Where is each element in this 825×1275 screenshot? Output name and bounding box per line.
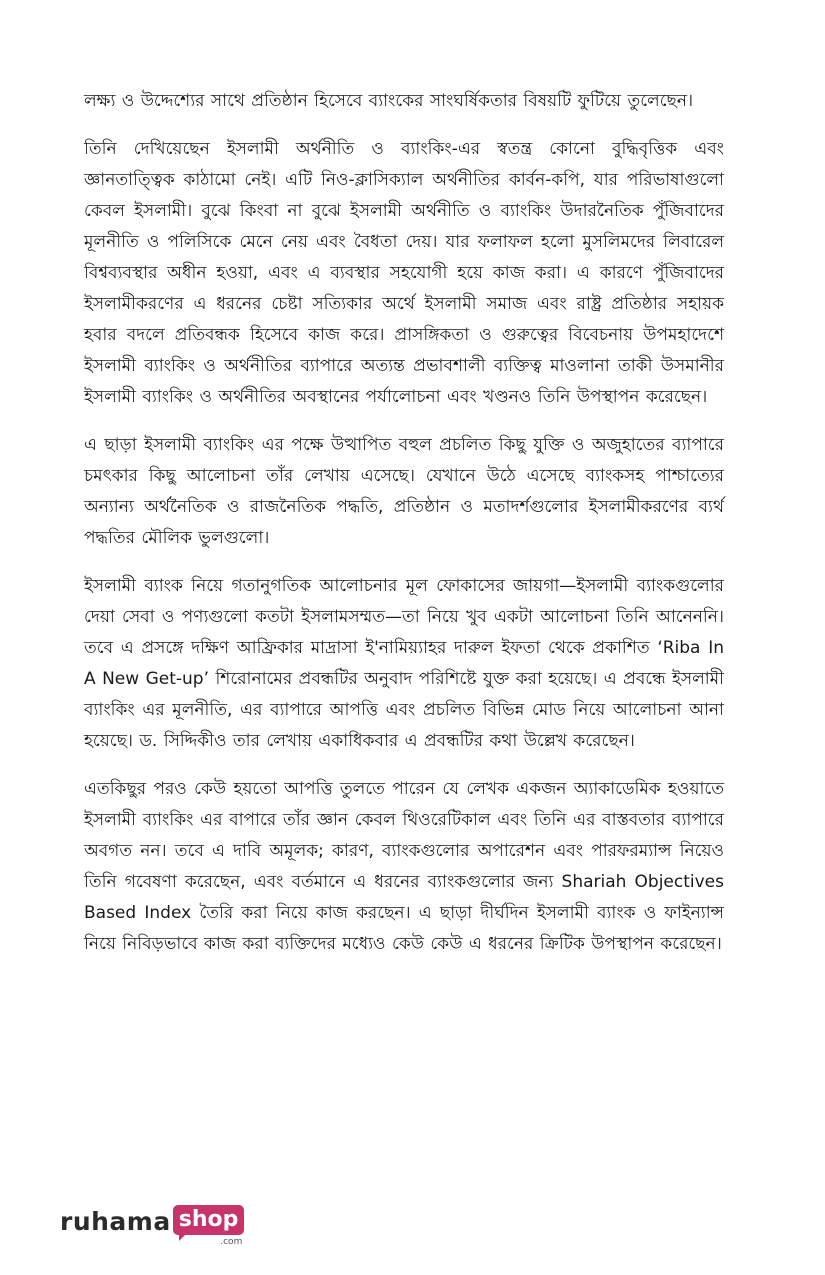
paragraph-1: লক্ষ্য ও উদ্দেশ্যের সাথে প্রতিষ্ঠান হিসেবে ব্যাংকের সাংঘর্ষিকতার বিষয়টি ফুটিয়ে তুলেছেন। [84, 91, 694, 111]
ruhamashop-logo [60, 1205, 244, 1245]
paragraph-5: এতকিছুর পরও কেউ হয়তো আপত্তি তুলতে পারেন যে লেখক একজন অ্যাকাডেমিক হওয়াতে ইসলামী ব্যাংকিং এর বাপারে তাঁর জ্ঞান কেবল থিওরেটিকাল এবং তিনি এর বাস্তবতার ব্যাপারে অবগত নন। তবে এ দাবি অমূলক; কারণ, ব্যাংকগুলোর অপারেশন এবং পারফরম্যান্স নিয়েও তিনি গবেষণা করেছেন, এবং বর্তমানে এ ধরনের ব্যাংকগুলোর জন্য Shariah Objectives Based Index তৈরি করা নিয়ে কাজ করছেন। এ ছাড়া দীর্ঘদিন ইসলামী ব্যাংক ও ফাইন্যান্স নিয়ে নিবিড়ভাবে কাজ করা ব্যক্তিদের মধ্যেও কেউ কেউ এ ধরনের ক্রিটিক উপস্থাপন করেছেন। [84, 779, 724, 954]
logo-com-text: .com [220, 1237, 243, 1247]
paragraph-3: এ ছাড়া ইসলামী ব্যাংকিং এর পক্ষে উত্থাপিত বহুল প্রচলিত কিছু যুক্তি ও অজুহাতের ব্যাপারে চমৎকার কিছু আলোচনা তাঁর লেখায় এসেছে। যেখানে উঠে এসেছে ব্যাংকসহ পাশ্চাত্যের অন্যান্য অর্থনৈতিক ও রাজনৈতিক পদ্ধতি, প্রতিষ্ঠান ও মতাদর্শগুলোর ইসলামীকরণের ব্যর্থ পদ্ধতির মৌলিক ভুলগুলো। [84, 435, 724, 548]
logo-shop-group [173, 1205, 245, 1247]
paragraph-2: তিনি দেখিয়েছেন ইসলামী অর্থনীতি ও ব্যাংকিং-এর স্বতন্ত্র কোনো বুদ্ধিবৃত্তিক এবং জ্ঞানতাত্ত্বিক কাঠামো নেই। এটি নিও-ক্লাসিক্যাল অর্থনীতির কার্বন-কপি, যার পরিভাষাগুলো কেবল ইসলামী। বুঝে কিংবা না বুঝে ইসলামী অর্থনীতি ও ব্যাংকিং উদারনৈতিক পুঁজিবাদের মূলনীতি ও পলিসিকে মেনে নেয় এবং বৈধতা দেয়। যার ফলাফল হলো মুসলিমদের লিবারেল বিশ্বব্যবস্থার অধীন হওয়া, এবং এ ব্যবস্থার সহযোগী হয়ে কাজ করা। এ কারণে পুঁজিবাদের ইসলামীকরণের এ ধরনের চেষ্টা সত্যিকার অর্থে ইসলামী সমাজ এবং রাষ্ট্র প্রতিষ্ঠার সহায়ক হবার বদলে প্রতিবন্ধক হিসেবে কাজ করে। প্রাসঙ্গিকতা ও গুরুত্বের বিবেচনায় উপমহাদেশে ইসলামী ব্যাংকিং ও অর্থনীতির ব্যাপারে অত্যন্ত প্রভাবশালী ব্যক্তিত্ব মাওলানা তাকী উসমানীর ইসলামী ব্যাংকিং ও অর্থনীতির অবস্থানের পর্যালোচনা এবং খণ্ডনও তিনি উপস্থাপন করেছেন। [84, 139, 724, 407]
logo-ruhama-text: ruhama [60, 1207, 171, 1236]
paragraph-4: ইসলামী ব্যাংক নিয়ে গতানুগতিক আলোচনার মূল ফোকাসের জায়গা—ইসলামী ব্যাংকগুলোর দেয়া সেবা ও পণ্যগুলো কতটা ইসলামসম্মত—তা নিয়ে খুব একটা আলোচনা তিনি আনেননি। তবে এ প্রসঙ্গে দক্ষিণ আফ্রিকার মাদ্রাসা ই'নামিয়্যাহর দারুল ইফতা থেকে প্রকাশিত ‘Riba In A New Get-up’ শিরোনামের প্রবন্ধটির অনুবাদ পরিশিষ্টে যুক্ত করা হয়েছে। এ প্রবন্ধে ইসলামী ব্যাংকিং এর মূলনীতি, এর ব্যাপারে আপত্তি এবং প্রচলিত বিভিন্ন মোড নিয়ে আলোচনা আনা হয়েছে। ড. সিদ্দিকীও তার লেখায় একাধিকবার এ প্রবন্ধটির কথা উল্লেখ করেছেন। [84, 576, 724, 751]
logo-shop-badge: shop [173, 1205, 245, 1235]
page-body [84, 86, 724, 977]
